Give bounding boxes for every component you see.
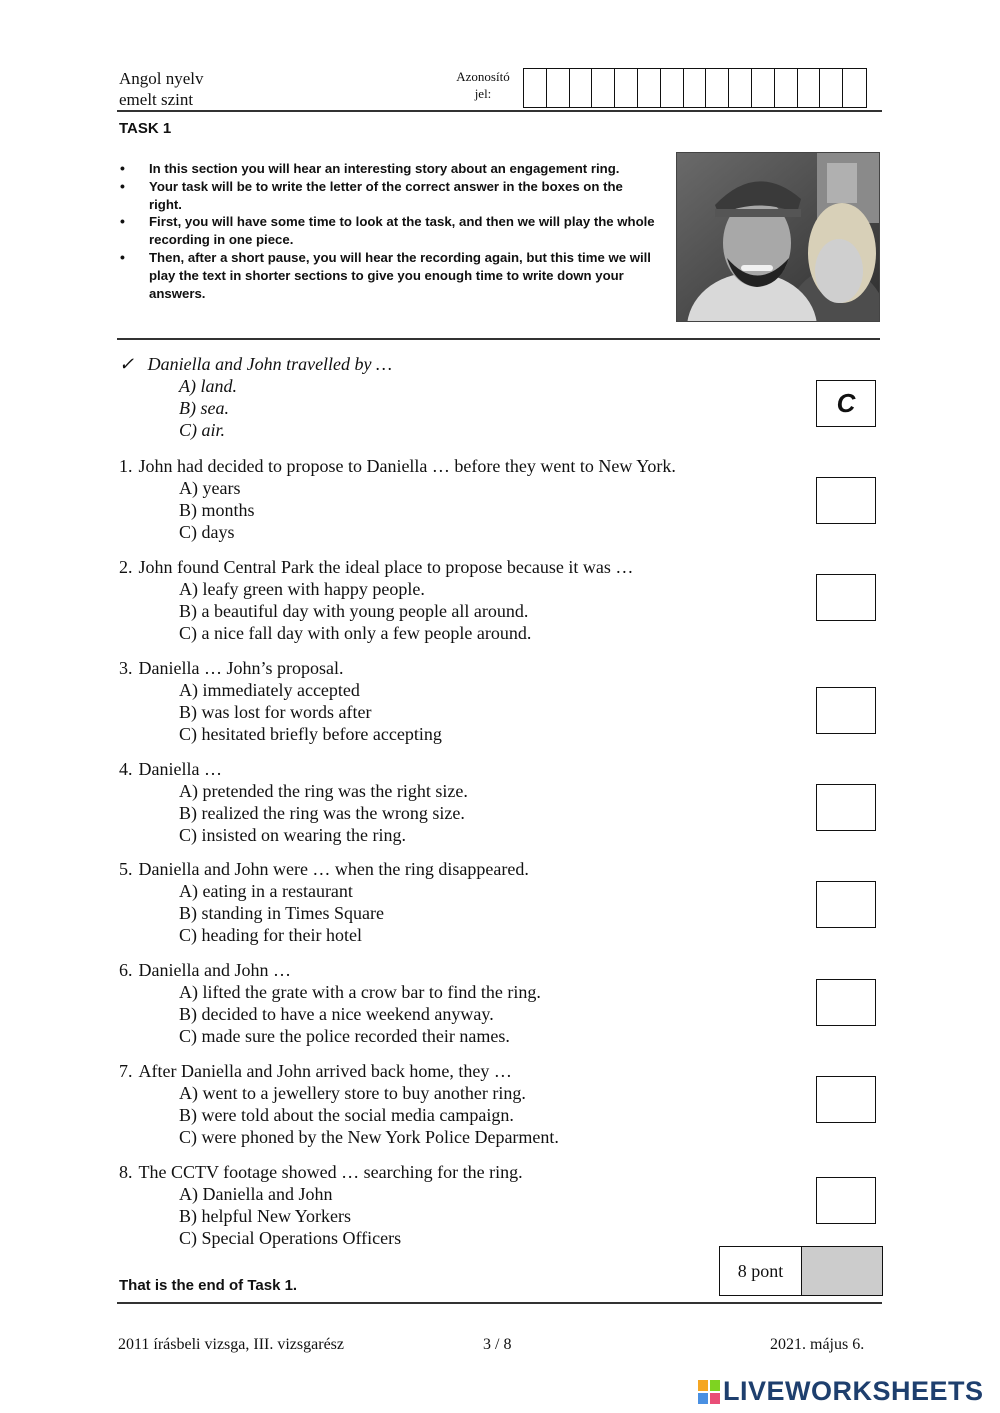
example-option-c: C) air. [179,420,226,440]
id-label: Azonosító jel: [456,69,510,101]
id-code-box[interactable] [752,69,775,107]
answer-box[interactable] [816,881,876,928]
question-text: Daniella and John were … when the ring disappeared. [138,859,529,879]
header-divider [117,110,882,112]
question-number: 5. [119,859,133,879]
question-stem [119,1161,523,1183]
question-text: The CCTV footage showed … searching for the ring. [138,1162,523,1182]
answer-box[interactable] [816,1076,876,1123]
question-number: 3. [119,658,133,678]
answer-option-c: C) insisted on wearing the ring. [179,825,406,845]
answer-option-c: C) Special Operations Officers [179,1228,402,1248]
couple-photo-image [677,153,879,321]
question-stem [119,455,676,477]
question-number: 8. [119,1162,133,1182]
answer-option-b: B) was lost for words after [179,702,372,722]
id-code-box[interactable] [775,69,798,107]
example-item [119,353,392,375]
section-divider [117,338,880,340]
score-label: 8 pont [720,1247,802,1295]
instructions-list [118,160,658,302]
answer-option-a: A) years [179,478,241,498]
question-text: After Daniella and John arrived back home, they … [138,1061,512,1081]
footer-exam: 2011 írásbeli vizsga, III. vizsgarész [118,1336,344,1353]
instruction-item: • In this section you will hear an interesting story about an engagement ring. [118,160,658,178]
header-level: emelt szint [119,90,194,109]
example-stem: Daniella and John travelled by … [147,354,393,374]
answer-option-c: C) hesitated briefly before accepting [179,724,442,744]
couple-photo [676,152,880,322]
question-number: 1. [119,456,133,476]
id-code-box[interactable] [820,69,843,107]
answer-option-c: C) made sure the police recorded their names. [179,1026,510,1046]
answer-option-b: B) helpful New Yorkers [179,1206,351,1226]
footer-page-number: 3 / 8 [483,1336,512,1353]
answer-option-a: A) immediately accepted [179,680,360,700]
id-code-box[interactable] [638,69,661,107]
check-icon: ✓ [119,354,135,374]
answer-option-a: A) eating in a restaurant [179,881,353,901]
question-number: 2. [119,557,133,577]
id-code-box[interactable] [592,69,615,107]
question-number: 6. [119,960,133,980]
question-stem [119,657,343,679]
id-code-box[interactable] [524,69,547,107]
liveworksheets-icon [698,1380,720,1404]
liveworksheets-logo [698,1376,984,1407]
answer-option-a: A) went to a jewellery store to buy another ring. [179,1083,526,1103]
question-number: 4. [119,759,133,779]
footer-date: 2021. május 6. [770,1336,865,1353]
answer-box[interactable] [816,687,876,734]
answer-option-a: A) Daniella and John [179,1184,333,1204]
answer-box[interactable] [816,1177,876,1224]
question-stem [119,1060,512,1082]
question-text: Daniella … John’s proposal. [138,658,344,678]
task-title: TASK 1 [119,120,172,137]
question-text: Daniella and John … [138,960,291,980]
question-stem [119,959,291,981]
answer-option-b: B) were told about the social media campaign. [179,1105,514,1125]
question-number: 7. [119,1061,133,1081]
answer-option-c: C) were phoned by the New York Police Deparment. [179,1127,559,1147]
answer-option-a: A) pretended the ring was the right size. [179,781,468,801]
score-field [802,1247,882,1295]
id-code-box[interactable] [615,69,638,107]
answer-option-b: B) decided to have a nice weekend anyway. [179,1004,494,1024]
question-stem [119,858,529,880]
answer-option-b: B) a beautiful day with young people all around. [179,601,529,621]
id-code-box[interactable] [570,69,593,107]
example-answer-box: C [816,380,876,427]
answer-option-c: C) a nice fall day with only a few people around. [179,623,532,643]
answer-box[interactable] [816,784,876,831]
answer-option-b: B) realized the ring was the wrong size. [179,803,465,823]
id-code-box[interactable] [706,69,729,107]
id-code-box[interactable] [729,69,752,107]
id-code-box[interactable] [843,69,866,107]
id-code-box[interactable] [661,69,684,107]
question-stem [119,556,633,578]
id-code-boxes [523,68,867,108]
question-text: John had decided to propose to Daniella … before they went to New York. [138,456,676,476]
liveworksheets-text: LIVEWORKSHEETS [723,1376,984,1406]
answer-option-b: B) standing in Times Square [179,903,385,923]
id-code-box[interactable] [798,69,821,107]
footer-divider [117,1302,882,1304]
answer-box[interactable] [816,979,876,1026]
example-option-a: A) land. [179,376,237,396]
header-subject: Angol nyelv [119,69,204,88]
id-code-box[interactable] [684,69,707,107]
question-text: John found Central Park the ideal place to propose because it was … [138,557,634,577]
answer-option-c: C) days [179,522,235,542]
answer-option-c: C) heading for their hotel [179,925,362,945]
end-of-task-text: That is the end of Task 1. [119,1277,298,1294]
question-stem [119,758,222,780]
instruction-item: • Your task will be to write the letter of the correct answer in the boxes on the right. [118,178,658,214]
answer-option-a: A) lifted the grate with a crow bar to find the ring. [179,982,541,1002]
answer-box[interactable] [816,574,876,621]
example-option-b: B) sea. [179,398,229,418]
instruction-item: • Then, after a short pause, you will hear the recording again, but this time we will play the text in shorter sections to give you enough time to write down your answers. [118,249,658,302]
question-text: Daniella … [138,759,222,779]
id-code-box[interactable] [547,69,570,107]
score-box [719,1246,883,1296]
instruction-item: • First, you will have some time to look at the task, and then we will play the whole recording in one piece. [118,213,658,249]
answer-option-b: B) months [179,500,255,520]
answer-option-a: A) leafy green with happy people. [179,579,425,599]
answer-box[interactable] [816,477,876,524]
